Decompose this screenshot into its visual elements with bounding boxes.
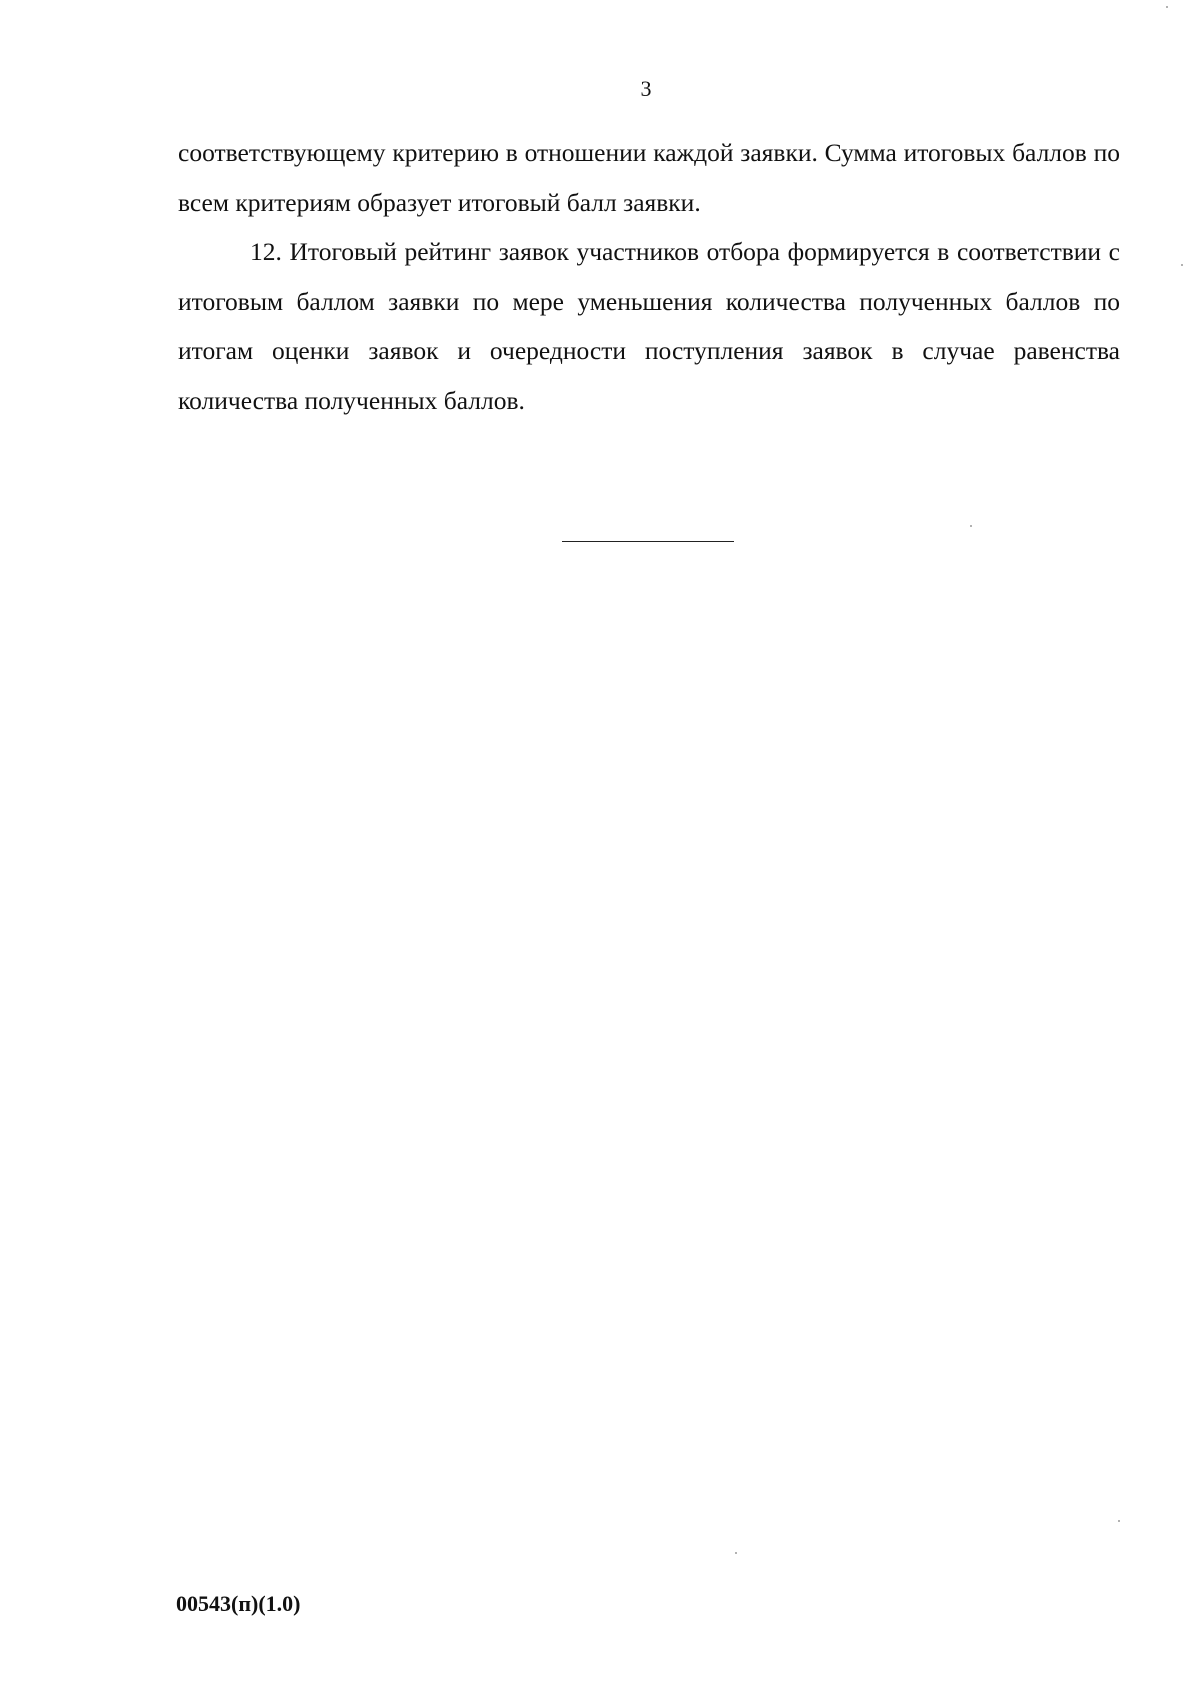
scan-speck [1181, 264, 1183, 266]
document-code: 00543(п)(1.0) [176, 1591, 301, 1616]
paragraph-continuation: соответствующему критерию в отношении каждой заявки. Сумма итоговых баллов по всем критериям образует итоговый балл заявки. [178, 138, 1120, 217]
page-number: 3 [640, 76, 652, 101]
scan-speck [1118, 1520, 1120, 1522]
scan-speck [970, 525, 972, 527]
paragraph-item-12: 12. Итоговый рейтинг заявок участников отбора формируется в соответствии с итоговым баллом заявки по мере уменьшения количества полученных баллов по итогам оценки заявок и очередности поступления заявок в случае равенства количества полученных баллов. [178, 237, 1120, 415]
end-of-text-rule [562, 541, 734, 542]
scan-speck [735, 1552, 737, 1554]
scan-speck [1166, 6, 1168, 8]
document-body [178, 128, 1120, 425]
